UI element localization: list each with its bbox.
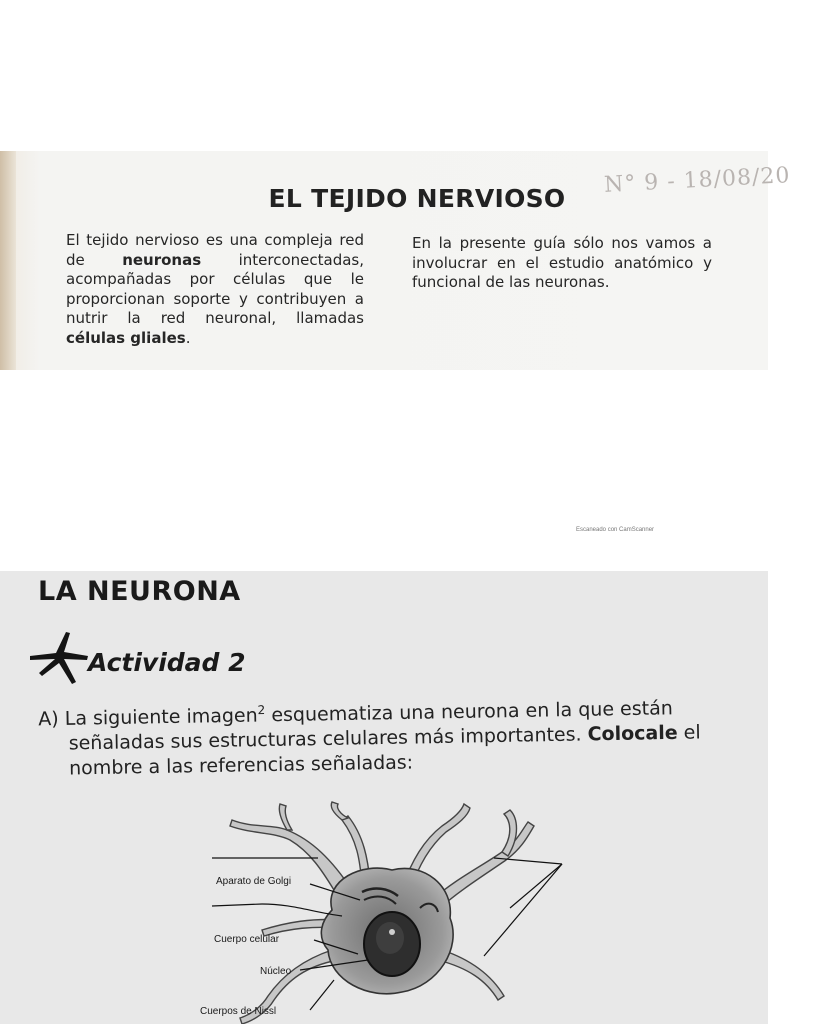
label-golgi: Aparato de Golgi xyxy=(216,876,292,887)
intro-paragraph: El tejido nervioso es una compleja red de neuronas interconectadas, acompañadas por células que le proporcionan soporte y contribuyen a nutrir la red neuronal, llamadas células gliales. xyxy=(66,231,364,347)
label-cuerpo-celular: Cuerpo celular xyxy=(214,934,280,945)
scope-paragraph: En la presente guía sólo nos vamos a involucrar en el estudio anatómico y funcional de las neuronas. xyxy=(412,234,712,291)
section-title: LA NEURONA xyxy=(38,576,241,607)
question-a: A) La siguiente imagen$^2$ esquematiza una neurona en la que están señaladas sus estructuras celulares más importantes. Colocale el nombre a las referencias señaladas: xyxy=(38,697,701,780)
activity-title: Actividad 2 xyxy=(88,648,246,677)
label-cuerpos-nissl: Cuerpos de Nissl xyxy=(200,1006,277,1017)
label-nucleo: Núcleo xyxy=(260,966,292,977)
nucleolus xyxy=(389,929,395,935)
neuron-diagram xyxy=(192,800,592,1024)
handwritten-note: N° 9 - 18/08/20 xyxy=(603,163,791,198)
keyword-neuronas: neuronas xyxy=(122,250,202,269)
activity-star-icon xyxy=(26,630,92,686)
nucleus-inner xyxy=(376,922,404,954)
camscanner-watermark: Escaneado con CamScanner xyxy=(576,527,655,533)
keyword-celulas-gliales: células gliales xyxy=(66,328,186,347)
page-title: EL TEJIDO NERVIOSO xyxy=(268,184,566,213)
